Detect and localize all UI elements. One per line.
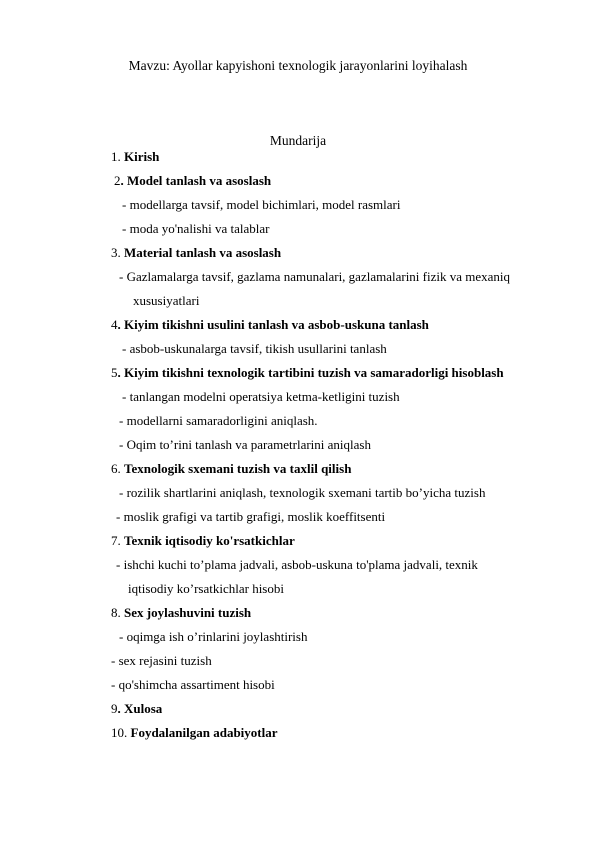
- toc-line: 7. Texnik iqtisodiy ko'rsatkichlar: [111, 533, 295, 548]
- toc-line: 1. Kirish: [111, 149, 160, 164]
- toc-line: - Oqim to’rini tanlash va parametrlarini aniqlash: [119, 437, 371, 452]
- toc-line: - modellarga tavsif, model bichimlari, model rasmlari: [122, 197, 401, 212]
- toc-line: - moslik grafigi va tartib grafigi, moslik koeffitsenti: [116, 509, 386, 524]
- toc-line: 8. Sex joylashuvini tuzish: [111, 605, 252, 620]
- toc-line: - qo'shimcha assartiment hisobi: [111, 677, 275, 692]
- toc-line: - Gazlamalarga tavsif, gazlama namunalari, gazlamalarini fizik va mexaniq: [119, 269, 511, 284]
- document-topic: Mavzu: Ayollar kapyishoni texnologik jarayonlarini loyihalash: [128, 58, 468, 73]
- toc-line: - rozilik shartlarini aniqlash, texnologik sxemani tartib bo’yicha tuzish: [119, 485, 486, 500]
- toc-line: - modellarni samaradorligini aniqlash.: [119, 413, 318, 428]
- toc-line: 6. Texnologik sxemani tuzish va taxlil qilish: [111, 461, 352, 476]
- toc-line: - ishchi kuchi to’plama jadvali, asbob-uskuna to'plama jadvali, texnik: [116, 557, 478, 572]
- toc-line: 10. Foydalanilgan adabiyotlar: [111, 725, 278, 740]
- toc-line: 9. Xulosa: [111, 701, 163, 716]
- toc-title: Mundarija: [269, 133, 327, 148]
- toc-line: - asbob-uskunalarga tavsif, tikish usullarini tanlash: [122, 341, 387, 356]
- toc-line: 3. Material tanlash va asoslash: [111, 245, 282, 260]
- toc-line: 2. Model tanlash va asoslash: [114, 173, 272, 188]
- toc-line: 4. Kiyim tikishni usulini tanlash va asbob-uskuna tanlash: [111, 317, 429, 332]
- toc-line: iqtisodiy ko’rsatkichlar hisobi: [128, 581, 284, 596]
- toc-line: - oqimga ish o’rinlarini joylashtirish: [119, 629, 308, 644]
- toc-line: - tanlangan modelni operatsiya ketma-ketligini tuzish: [122, 389, 400, 404]
- toc-line: - sex rejasini tuzish: [111, 653, 212, 668]
- toc-line: 5. Kiyim tikishni texnologik tartibini tuzish va samaradorligi hisoblash: [111, 365, 504, 380]
- toc-line: - moda yo'nalishi va talablar: [122, 221, 270, 236]
- toc-line: xususiyatlari: [133, 293, 200, 308]
